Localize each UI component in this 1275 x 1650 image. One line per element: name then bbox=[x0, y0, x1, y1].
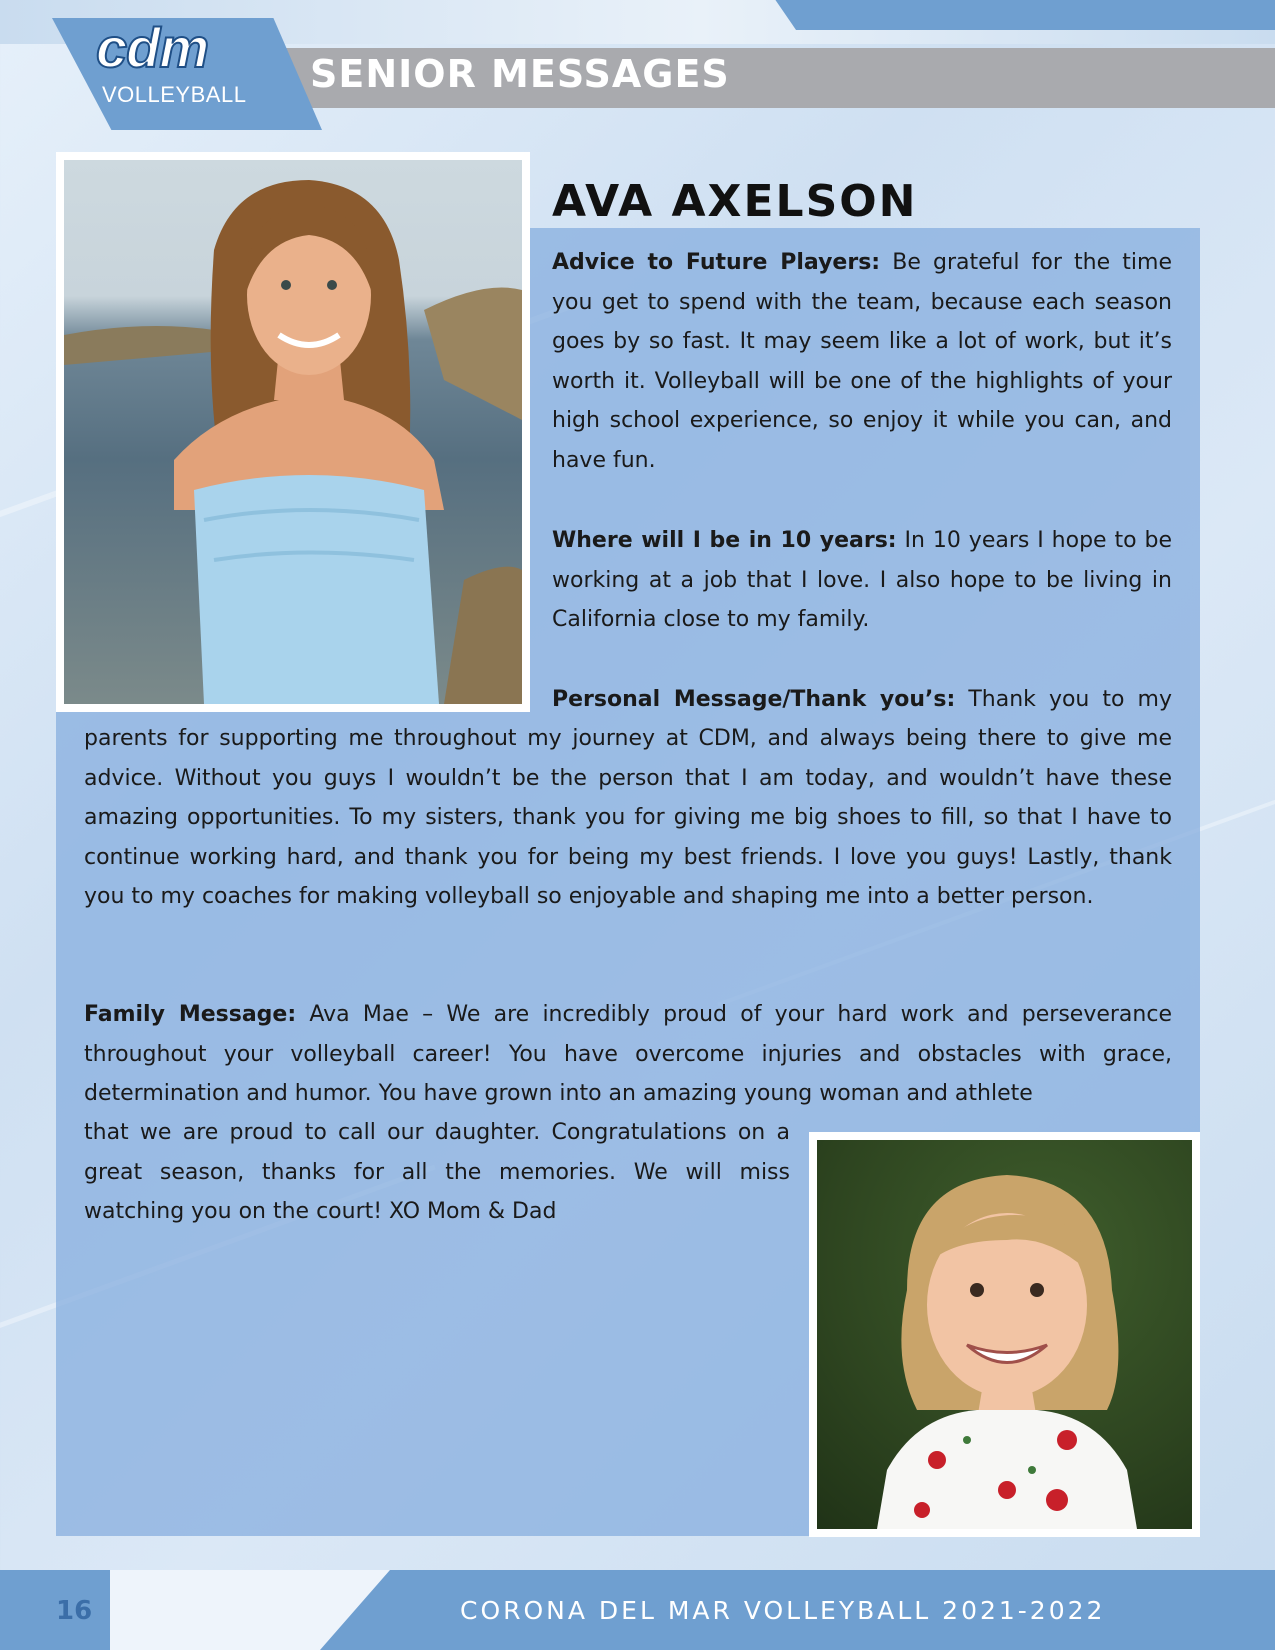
where-label: Where will I be in 10 years: bbox=[552, 528, 897, 553]
where-paragraph bbox=[552, 521, 1172, 640]
where-text: In 10 years I hope to be working at a job that I love. I also hope to be living in California close to my family. bbox=[552, 528, 1172, 632]
advice-paragraph bbox=[552, 243, 1172, 480]
advice-text: Be grateful for the time you get to spend with the team, because each season goes by so fast. It may seem like a lot of work, but it’s worth it. Volleyball will be one of the highlights of your high school experience, so enjoy it while you can, and have fun. bbox=[552, 250, 1172, 473]
personal-heading-line bbox=[552, 680, 1172, 720]
childhood-photo-image bbox=[817, 1140, 1192, 1529]
senior-photo-image bbox=[64, 160, 522, 704]
logo: cdm bbox=[96, 16, 209, 79]
childhood-photo bbox=[809, 1132, 1200, 1537]
family-label: Family Message: bbox=[84, 1002, 297, 1027]
header-accent bbox=[760, 0, 1275, 30]
publication-title: CORONA DEL MAR VOLLEYBALL 2021-2022 bbox=[460, 1596, 1106, 1625]
logo-subtitle: VOLLEYBALL bbox=[102, 82, 247, 107]
personal-label: Personal Message/Thank you’s: bbox=[552, 687, 956, 712]
personal-lead-text: Thank you to my bbox=[955, 687, 1172, 712]
family-paragraph bbox=[84, 995, 1172, 1114]
page-number: 16 bbox=[56, 1596, 93, 1626]
childhood-portrait-illustration bbox=[817, 1140, 1192, 1529]
advice-label: Advice to Future Players: bbox=[552, 250, 881, 275]
section-title: SENIOR MESSAGES bbox=[310, 52, 730, 96]
senior-name: AVA AXELSON bbox=[552, 176, 918, 227]
family-text: Ava Mae – We are incredibly proud of your hard work and perseverance throughout your volleyball career! You have overcome injuries and obstacles with grace, determination and humor. You have grown into an amazing young woman and athlete bbox=[84, 1002, 1172, 1106]
personal-paragraph: parents for supporting me throughout my journey at CDM, and always being there to give me advice. Without you guys I wouldn’t be the person that I am today, and wouldn’t have these amazing opportunities. To my sisters, thank you for giving me big shoes to fill, so that I have to continue working hard, and thank you for being my best friends. I love you guys! Lastly, thank you to my coaches for making volleyball so enjoyable and shaping me into a better person. bbox=[84, 726, 1172, 909]
family-paragraph-continued: that we are proud to call our daughter. Congratulations on a great season, thanks for all the memories. We will miss watching you on the court! XO Mom & Dad bbox=[84, 1120, 790, 1224]
senior-portrait-illustration bbox=[64, 160, 522, 704]
senior-photo bbox=[56, 152, 530, 712]
